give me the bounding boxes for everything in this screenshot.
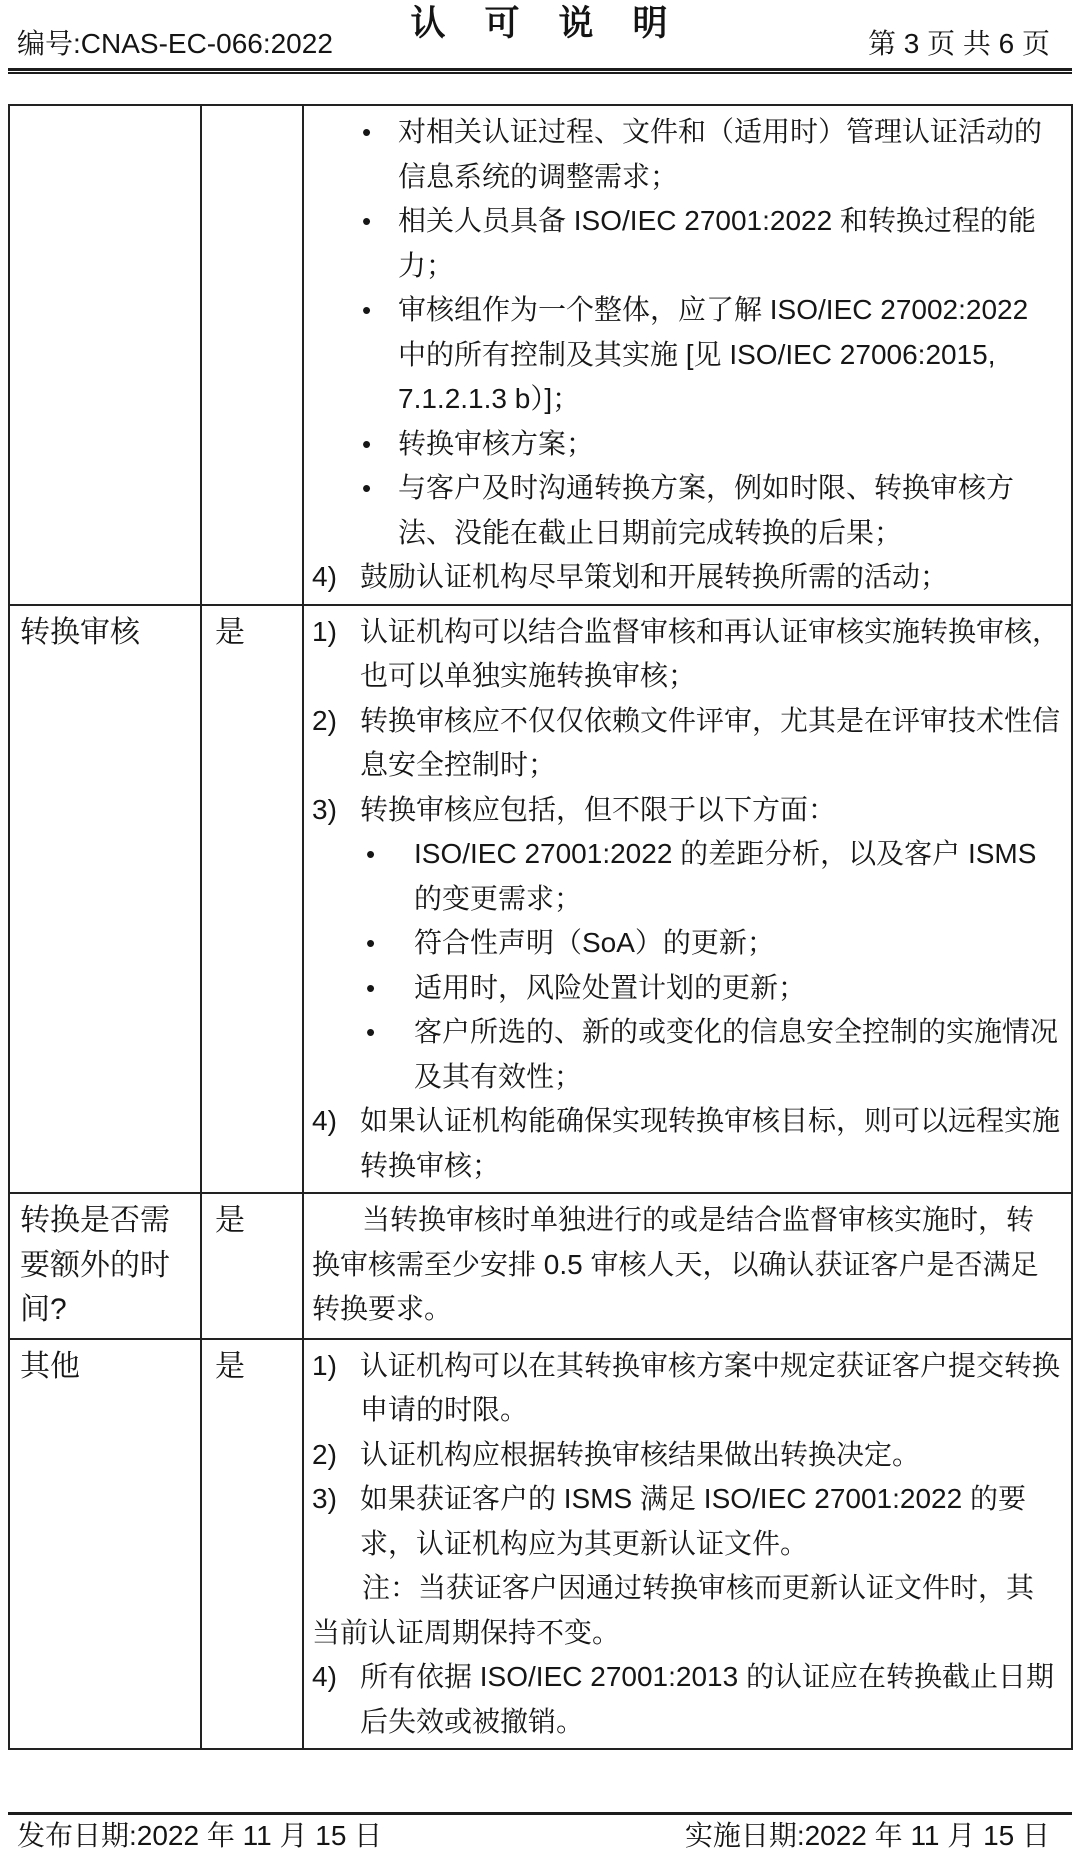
flag-cell: 是 xyxy=(202,606,304,1193)
release-date: 发布日期:2022 年 11 月 15 日 xyxy=(17,1820,383,1851)
list-item-numbered xyxy=(304,610,1061,699)
item-text: 适用时，风险处置计划的更新； xyxy=(414,971,807,1003)
item-number: 3) xyxy=(312,1483,337,1514)
item-text: 相关人员具备 ISO/IEC 27001:2022 和转换过程的能力； xyxy=(398,205,1036,281)
list-item-bullet xyxy=(304,1010,1061,1099)
list-item-bullet xyxy=(304,966,1061,1011)
topic-cell: 转换是否需要额外的时间? xyxy=(10,1194,202,1338)
page-indicator: 第 3 页 共 6 页 xyxy=(867,28,1050,59)
doc-number: 编号:CNAS-EC-066:2022 xyxy=(17,28,333,59)
bullet-icon: • xyxy=(366,1017,376,1047)
list-item-numbered xyxy=(304,555,1061,600)
table-row xyxy=(10,606,1071,1195)
bullet-icon: • xyxy=(366,972,376,1003)
transition-requirements-table xyxy=(8,104,1073,1750)
content-cell xyxy=(304,1194,1071,1338)
list-item-numbered xyxy=(304,1344,1061,1433)
table-row xyxy=(10,1340,1071,1749)
bullet-icon: • xyxy=(366,928,376,958)
item-number: 4) xyxy=(312,1105,337,1136)
list-item-numbered xyxy=(304,788,1061,833)
bullet-icon: • xyxy=(362,473,372,503)
list-item-numbered xyxy=(304,1655,1061,1744)
bullet-icon: • xyxy=(362,117,372,147)
list-item-numbered xyxy=(304,1433,1061,1478)
item-text: 客户所选的、新的或变化的信息安全控制的实施情况及其有效性； xyxy=(414,1016,1059,1092)
item-text: 转换审核应不仅仅依赖文件评审，尤其是在评审技术性信息安全控制时； xyxy=(360,704,1061,780)
implementation-date: 实施日期:2022 年 11 月 15 日 xyxy=(684,1820,1050,1851)
item-number: 2) xyxy=(312,704,337,736)
list-item-bullet xyxy=(304,422,1061,467)
item-text: 转换审核方案； xyxy=(398,427,595,459)
item-text: 认证机构可以结合监督审核和再认证审核实施转换审核，也可以单独实施转换审核； xyxy=(360,615,1061,691)
list-item-numbered xyxy=(304,1099,1061,1188)
topic-cell: 转换审核 xyxy=(10,606,202,1193)
list-item-numbered xyxy=(304,699,1061,788)
flag-cell: 是 xyxy=(202,1340,304,1749)
table-row xyxy=(10,1194,1071,1340)
item-text: 审核组作为一个整体，应了解 ISO/IEC 27002:2022 中的所有控制及其实施 [见 ISO/IEC 27006:2015, 7.1.2.1.3 b）]； xyxy=(398,294,1029,414)
bullet-icon: • xyxy=(362,428,372,459)
topic-cell: 其他 xyxy=(10,1340,202,1749)
item-number: 3) xyxy=(312,793,337,825)
item-text: 所有依据 ISO/IEC 27001:2013 的认证应在转换截止日期后失效或被撤销。 xyxy=(360,1661,1054,1737)
item-number: 2) xyxy=(312,1438,337,1470)
flag-cell xyxy=(202,106,304,604)
note-paragraph: 注：当获证客户因通过转换审核而更新认证文件时，其当前认证周期保持不变。 xyxy=(312,1572,1035,1648)
page-header xyxy=(0,0,1080,62)
item-text: ISO/IEC 27001:2022 的差距分析，以及客户 ISMS 的变更需求； xyxy=(414,838,1037,914)
item-text: 与客户及时沟通转换方案，例如时限、转换审核方法、没能在截止日期前完成转换的后果； xyxy=(398,472,1015,548)
item-text: 认证机构可以在其转换审核方案中规定获证客户提交转换申请的时限。 xyxy=(360,1349,1061,1425)
bullet-icon: • xyxy=(362,295,372,325)
header-rule xyxy=(8,68,1072,74)
topic-cell xyxy=(10,106,202,604)
content-cell xyxy=(304,106,1071,604)
item-text: 如果获证客户的 ISMS 满足 ISO/IEC 27001:2022 的要求，认证机构应为其更新认证文件。 xyxy=(360,1483,1026,1559)
page-title: 认 可 说 明 xyxy=(410,4,670,43)
content-cell xyxy=(304,1340,1071,1749)
note-paragraph: 当转换审核时单独进行的或是结合监督审核实施时，转换审核需至少安排 0.5 审核人天，以确认获证客户是否满足转换要求。 xyxy=(312,1204,1039,1324)
item-number: 1) xyxy=(312,615,337,647)
list-item-numbered xyxy=(304,1477,1061,1566)
list-item-bullet xyxy=(304,110,1061,199)
item-text: 鼓励认证机构尽早策划和开展转换所需的活动； xyxy=(360,561,949,592)
item-text: 认证机构应根据转换审核结果做出转换决定。 xyxy=(360,1438,921,1470)
item-text: 如果认证机构能确保实现转换审核目标，则可以远程实施转换审核； xyxy=(360,1105,1061,1181)
list-item-bullet xyxy=(304,288,1061,422)
item-text: 符合性声明（SoA）的更新； xyxy=(414,927,775,958)
item-text: 对相关认证过程、文件和（适用时）管理认证活动的信息系统的调整需求； xyxy=(398,116,1043,192)
item-number: 4) xyxy=(312,561,337,592)
bullet-icon: • xyxy=(366,839,376,869)
flag-cell: 是 xyxy=(202,1194,304,1338)
item-text: 转换审核应包括，但不限于以下方面： xyxy=(360,793,837,825)
page-footer xyxy=(0,1815,1080,1853)
bullet-icon: • xyxy=(362,206,372,236)
item-number: 4) xyxy=(312,1661,337,1692)
list-item-bullet xyxy=(304,832,1061,921)
list-item-bullet xyxy=(304,466,1061,555)
list-item-bullet xyxy=(304,199,1061,288)
content-cell xyxy=(304,606,1071,1193)
list-item-bullet xyxy=(304,921,1061,966)
item-number: 1) xyxy=(312,1349,337,1381)
table-row xyxy=(10,106,1071,606)
